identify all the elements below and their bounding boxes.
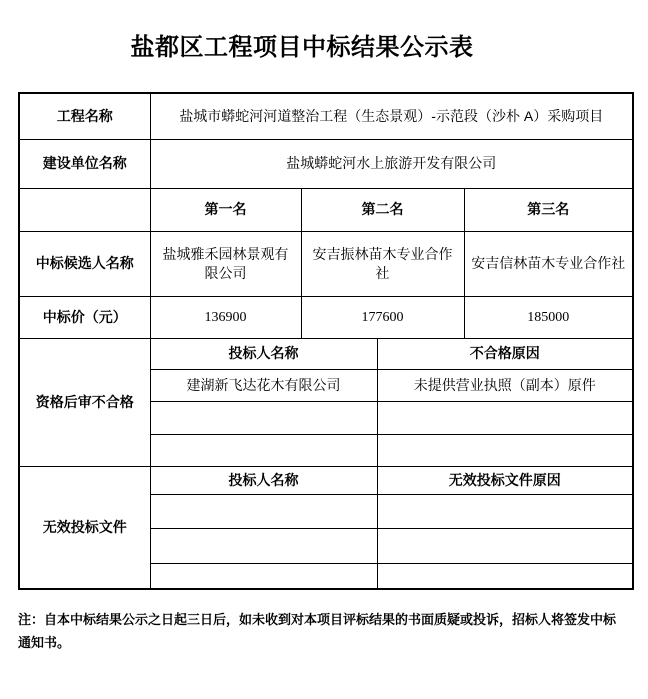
invalid-bids-reason-header: 无效投标文件原因 [377, 466, 633, 494]
post-qualification-reason-header: 不合格原因 [377, 338, 633, 369]
invalid-bids-bidder-2 [150, 528, 377, 563]
candidates-label: 中标候选人名称 [19, 231, 150, 296]
project-name-value: 盐城市蟒蛇河河道整治工程（生态景观）-示范段（沙朴 A）采购项目 [150, 93, 633, 139]
table-row [19, 188, 633, 231]
price-first: 136900 [150, 296, 301, 338]
invalid-bids-bidder-header: 投标人名称 [150, 466, 377, 494]
rank-header-second: 第二名 [301, 188, 464, 231]
invalid-bids-section-label: 无效投标文件 [19, 466, 150, 589]
rank-header-first: 第一名 [150, 188, 301, 231]
post-qualification-section-label: 资格后审不合格 [19, 338, 150, 466]
rank-header-third: 第三名 [464, 188, 633, 231]
document-page [0, 34, 648, 699]
post-qualification-reason-3 [377, 434, 633, 466]
table-row [19, 338, 633, 369]
post-qualification-reason-2 [377, 401, 633, 434]
table-row [19, 139, 633, 188]
table-row [19, 231, 633, 296]
project-name-label: 工程名称 [19, 93, 150, 139]
invalid-bids-reason-1 [377, 494, 633, 528]
post-qualification-bidder-header: 投标人名称 [150, 338, 377, 369]
candidate-second: 安吉振林苗木专业合作社 [301, 231, 464, 296]
table-row [19, 93, 633, 139]
bid-results-table [18, 92, 634, 590]
rank-empty-cell [19, 188, 150, 231]
invalid-bids-bidder-3 [150, 563, 377, 589]
owner-label: 建设单位名称 [19, 139, 150, 188]
post-qualification-bidder-3 [150, 434, 377, 466]
post-qualification-reason-1: 未提供营业执照（副本）原件 [377, 369, 633, 401]
owner-value: 盐城蟒蛇河水上旅游开发有限公司 [150, 139, 633, 188]
table-row [19, 296, 633, 338]
invalid-bids-reason-3 [377, 563, 633, 589]
post-qualification-bidder-1: 建湖新飞达花木有限公司 [150, 369, 377, 401]
candidate-third: 安吉信林苗木专业合作社 [464, 231, 633, 296]
price-label: 中标价（元） [19, 296, 150, 338]
post-qualification-bidder-2 [150, 401, 377, 434]
price-third: 185000 [464, 296, 633, 338]
page-title: 盐都区工程项目中标结果公示表 [130, 34, 474, 61]
table-row [19, 466, 633, 494]
invalid-bids-reason-2 [377, 528, 633, 563]
candidate-first: 盐城雅禾园林景观有限公司 [150, 231, 301, 296]
footer-note: 注：自本中标结果公示之日起三日后，如未收到对本项目评标结果的书面质疑或投诉，招标人将签发中标通知书。 [18, 612, 617, 650]
invalid-bids-bidder-1 [150, 494, 377, 528]
price-second: 177600 [301, 296, 464, 338]
